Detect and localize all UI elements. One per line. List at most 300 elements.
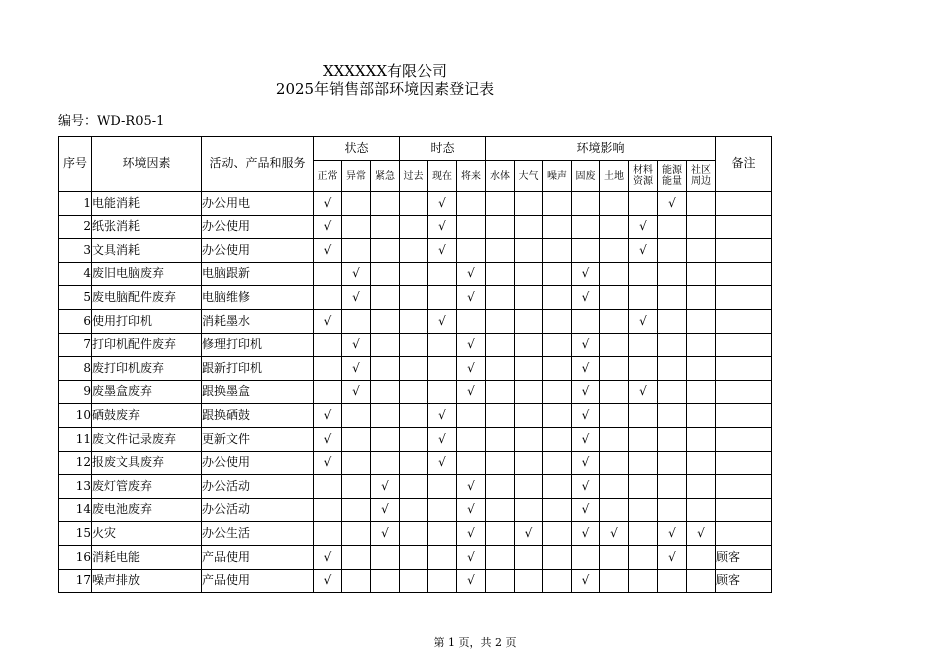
row-activity: 产品使用 [202,569,314,593]
row-factor: 废电池废弃 [92,498,202,522]
check-mark: √ [658,192,687,216]
impact-cell [515,357,543,381]
impact-cell [687,404,716,428]
impact-cell [515,262,543,286]
impact-cell [515,286,543,310]
row-activity: 消耗墨水 [202,309,314,333]
impact-cell [486,333,515,357]
row-factor: 废旧电脑废弃 [92,262,202,286]
row-activity: 跟新打印机 [202,357,314,381]
impact-cell [543,357,572,381]
tense-cell [400,569,428,593]
check-mark: √ [342,333,371,357]
impact-cell [515,451,543,475]
impact-cell [486,380,515,404]
check-mark: √ [572,404,600,428]
check-mark: √ [572,333,600,357]
table-row [59,380,772,404]
impact-cell [486,404,515,428]
check-mark: √ [457,498,486,522]
table-row [59,192,772,216]
tense-cell [400,451,428,475]
row-factor: 火灾 [92,522,202,546]
impact-cell [687,475,716,499]
impact-cell [600,309,629,333]
tense-cell [400,380,428,404]
row-number: 5 [59,286,92,310]
table-row [59,239,772,263]
impact-cell [515,545,543,569]
check-mark: √ [371,522,400,546]
check-mark: √ [572,262,600,286]
impact-cell [687,545,716,569]
check-mark: √ [457,333,486,357]
impact-cell [687,215,716,239]
impact-cell [543,498,572,522]
impact-cell [600,262,629,286]
tense-cell [457,427,486,451]
impact-cell [687,569,716,593]
header-impact: 固废 [572,161,600,192]
impact-cell [543,309,572,333]
row-remark [716,262,772,286]
state-cell [371,192,400,216]
row-remark: 顾客 [716,545,772,569]
state-cell [371,333,400,357]
tense-cell [400,498,428,522]
impact-cell [543,262,572,286]
row-activity: 跟换墨盒 [202,380,314,404]
table-row [59,427,772,451]
row-factor: 消耗电能 [92,545,202,569]
row-number: 3 [59,239,92,263]
check-mark: √ [428,404,457,428]
row-factor: 电能消耗 [92,192,202,216]
impact-cell [629,333,658,357]
row-activity: 电脑跟新 [202,262,314,286]
header-tense: 过去 [400,161,428,192]
row-number: 17 [59,569,92,593]
check-mark: √ [314,427,342,451]
row-number: 11 [59,427,92,451]
check-mark: √ [314,451,342,475]
row-remark [716,333,772,357]
state-cell [342,427,371,451]
tense-cell [428,522,457,546]
impact-cell [600,451,629,475]
impact-cell [600,215,629,239]
impact-cell [543,545,572,569]
row-number: 16 [59,545,92,569]
impact-cell [658,309,687,333]
impact-cell [658,239,687,263]
tense-cell [400,545,428,569]
document-number: 编号：WD-R05-1 [58,114,165,129]
check-mark: √ [342,262,371,286]
impact-cell [486,475,515,499]
state-cell [314,498,342,522]
impact-cell [600,357,629,381]
check-mark: √ [342,286,371,310]
state-cell [314,380,342,404]
table-row [59,545,772,569]
header-activity: 活动、产品和服务 [202,137,314,192]
check-mark: √ [314,309,342,333]
check-mark: √ [572,498,600,522]
impact-cell [629,475,658,499]
row-factor: 硒鼓废弃 [92,404,202,428]
impact-cell [658,333,687,357]
state-cell [371,309,400,333]
row-remark [716,309,772,333]
impact-cell [658,286,687,310]
row-remark [716,451,772,475]
check-mark: √ [314,192,342,216]
row-activity: 更新文件 [202,427,314,451]
impact-cell [486,569,515,593]
check-mark: √ [428,239,457,263]
row-activity: 办公使用 [202,215,314,239]
state-cell [314,357,342,381]
check-mark: √ [342,357,371,381]
header-impact: 土地 [600,161,629,192]
state-cell [371,357,400,381]
state-cell [371,380,400,404]
header-impact-group: 环境影响 [486,137,716,161]
impact-cell [572,545,600,569]
state-cell [371,239,400,263]
impact-cell [486,309,515,333]
row-activity: 办公用电 [202,192,314,216]
impact-cell [486,451,515,475]
header-tense-group: 时态 [400,137,486,161]
check-mark: √ [371,498,400,522]
impact-cell [543,380,572,404]
header-state: 异常 [342,161,371,192]
impact-cell [515,475,543,499]
check-mark: √ [629,380,658,404]
impact-cell [486,192,515,216]
impact-cell [629,262,658,286]
impact-cell [629,427,658,451]
tense-cell [428,545,457,569]
check-mark: √ [428,192,457,216]
impact-cell [572,239,600,263]
tense-cell [400,215,428,239]
impact-cell [515,569,543,593]
impact-cell [515,498,543,522]
tense-cell [457,215,486,239]
impact-cell [515,215,543,239]
impact-cell [658,451,687,475]
row-factor: 文具消耗 [92,239,202,263]
row-factor: 报废文具废弃 [92,451,202,475]
impact-cell [543,569,572,593]
header-factor: 环境因素 [92,137,202,192]
impact-cell [629,192,658,216]
impact-cell [543,475,572,499]
impact-cell [486,357,515,381]
page-title: 2025年销售部部环境因素登记表 [275,80,495,98]
tense-cell [457,309,486,333]
tense-cell [400,357,428,381]
header-tense: 将来 [457,161,486,192]
check-mark: √ [428,215,457,239]
impact-cell [543,404,572,428]
check-mark: √ [572,522,600,546]
tense-cell [428,475,457,499]
tense-cell [457,192,486,216]
check-mark: √ [457,357,486,381]
state-cell [342,215,371,239]
impact-cell [629,404,658,428]
row-factor: 纸张消耗 [92,215,202,239]
header-seq: 序号 [59,137,92,192]
impact-cell [629,451,658,475]
tense-cell [400,262,428,286]
row-remark [716,380,772,404]
header-remark: 备注 [716,137,772,192]
state-cell [342,192,371,216]
header-impact: 能源 能量 [658,161,687,192]
tense-cell [428,569,457,593]
row-number: 15 [59,522,92,546]
row-remark [716,239,772,263]
impact-cell [687,357,716,381]
row-number: 14 [59,498,92,522]
check-mark: √ [457,545,486,569]
state-cell [342,498,371,522]
check-mark: √ [572,475,600,499]
row-factor: 打印机配件废弃 [92,333,202,357]
impact-cell [515,192,543,216]
state-cell [342,404,371,428]
impact-cell [572,215,600,239]
header-impact: 社区 周边 [687,161,716,192]
header-tense: 现在 [428,161,457,192]
state-cell [371,545,400,569]
impact-cell [543,239,572,263]
check-mark: √ [428,451,457,475]
state-cell [342,545,371,569]
impact-cell [486,286,515,310]
tense-cell [400,427,428,451]
check-mark: √ [314,569,342,593]
tense-cell [457,239,486,263]
impact-cell [600,192,629,216]
impact-cell [687,239,716,263]
impact-cell [572,192,600,216]
row-activity: 办公使用 [202,239,314,263]
impact-cell [543,192,572,216]
impact-cell [572,309,600,333]
row-remark [716,215,772,239]
check-mark: √ [658,522,687,546]
row-number: 12 [59,451,92,475]
impact-cell [515,427,543,451]
row-activity: 办公使用 [202,451,314,475]
state-cell [371,427,400,451]
tense-cell [428,380,457,404]
check-mark: √ [371,475,400,499]
row-factor: 噪声排放 [92,569,202,593]
impact-cell [658,262,687,286]
check-mark: √ [457,522,486,546]
state-cell [342,569,371,593]
impact-cell [600,498,629,522]
row-remark [716,357,772,381]
tense-cell [400,239,428,263]
impact-cell [687,262,716,286]
impact-cell [486,239,515,263]
impact-cell [687,427,716,451]
row-activity: 修理打印机 [202,333,314,357]
check-mark: √ [687,522,716,546]
impact-cell [658,380,687,404]
state-cell [314,286,342,310]
state-cell [371,404,400,428]
impact-cell [486,262,515,286]
impact-cell [543,333,572,357]
table-row [59,475,772,499]
state-cell [314,475,342,499]
impact-cell [600,427,629,451]
impact-cell [629,569,658,593]
table-row [59,404,772,428]
impact-cell [486,427,515,451]
tense-cell [457,404,486,428]
table-row [59,262,772,286]
row-number: 8 [59,357,92,381]
table-row [59,357,772,381]
impact-cell [629,498,658,522]
row-number: 10 [59,404,92,428]
impact-cell [515,309,543,333]
header-state: 正常 [314,161,342,192]
check-mark: √ [572,380,600,404]
row-number: 4 [59,262,92,286]
impact-cell [543,522,572,546]
row-remark [716,404,772,428]
header-state-group: 状态 [314,137,400,161]
check-mark: √ [600,522,629,546]
impact-cell [658,357,687,381]
check-mark: √ [572,357,600,381]
impact-cell [515,380,543,404]
state-cell [371,286,400,310]
header-state: 紧急 [371,161,400,192]
impact-cell [687,192,716,216]
impact-cell [543,215,572,239]
impact-cell [600,380,629,404]
row-number: 9 [59,380,92,404]
tense-cell [400,286,428,310]
state-cell [342,239,371,263]
environmental-factor-table [58,136,772,593]
state-cell [342,475,371,499]
impact-cell [687,380,716,404]
tense-cell [400,475,428,499]
tense-cell [428,286,457,310]
state-cell [342,309,371,333]
impact-cell [658,569,687,593]
impact-cell [515,404,543,428]
check-mark: √ [342,380,371,404]
tense-cell [400,404,428,428]
impact-cell [543,451,572,475]
impact-cell [600,239,629,263]
tense-cell [400,309,428,333]
impact-cell [687,498,716,522]
tense-cell [428,333,457,357]
table-row [59,333,772,357]
impact-cell [629,286,658,310]
check-mark: √ [314,239,342,263]
impact-cell [486,522,515,546]
state-cell [314,333,342,357]
check-mark: √ [629,239,658,263]
row-remark [716,498,772,522]
state-cell [371,262,400,286]
state-cell [371,451,400,475]
impact-cell [600,569,629,593]
check-mark: √ [572,569,600,593]
row-number: 6 [59,309,92,333]
table-row [59,451,772,475]
table-row [59,286,772,310]
row-factor: 废墨盒废弃 [92,380,202,404]
impact-cell [658,498,687,522]
impact-cell [600,286,629,310]
tense-cell [457,451,486,475]
row-activity: 办公活动 [202,498,314,522]
impact-cell [543,427,572,451]
row-activity: 电脑维修 [202,286,314,310]
company-name: XXXXXX有限公司 [322,62,448,80]
row-factor: 使用打印机 [92,309,202,333]
impact-cell [600,475,629,499]
check-mark: √ [428,309,457,333]
impact-cell [629,545,658,569]
row-activity: 办公活动 [202,475,314,499]
check-mark: √ [658,545,687,569]
impact-cell [687,451,716,475]
check-mark: √ [457,286,486,310]
check-mark: √ [314,404,342,428]
check-mark: √ [572,451,600,475]
tense-cell [428,498,457,522]
impact-cell [687,333,716,357]
table-row [59,569,772,593]
table-row [59,309,772,333]
check-mark: √ [457,262,486,286]
header-impact: 噪声 [543,161,572,192]
check-mark: √ [314,215,342,239]
check-mark: √ [457,380,486,404]
row-remark [716,192,772,216]
row-remark [716,427,772,451]
check-mark: √ [515,522,543,546]
impact-cell [600,545,629,569]
page-footer: 第 1 页，共 2 页 [433,636,517,649]
row-remark: 顾客 [716,569,772,593]
tense-cell [428,357,457,381]
row-number: 13 [59,475,92,499]
row-factor: 废电脑配件废弃 [92,286,202,310]
state-cell [314,522,342,546]
row-remark [716,286,772,310]
state-cell [342,522,371,546]
